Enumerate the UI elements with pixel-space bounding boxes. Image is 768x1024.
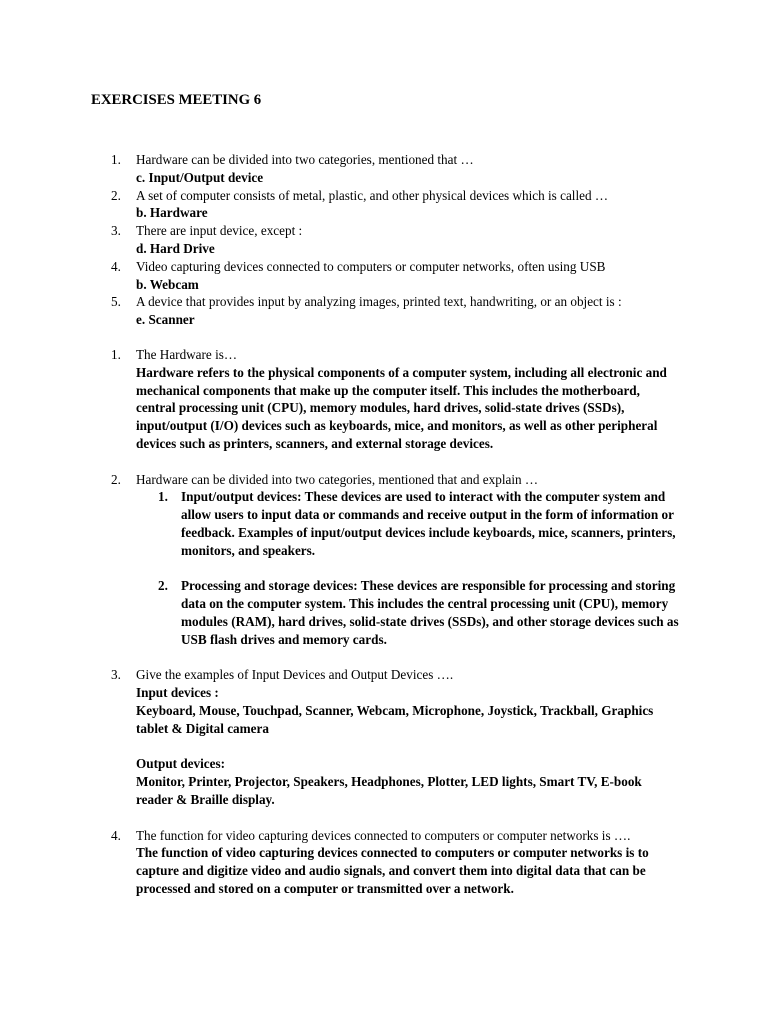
mc-item-1 [0, 151, 676, 187]
input-devices-list: Keyboard, Mouse, Touchpad, Scanner, Webcam, Microphone, Joystick, Trackball, Graphics tablet & Digital camera [136, 702, 654, 736]
answer-text: b. Webcam [136, 276, 199, 292]
answer-text: c. Input/Output device [136, 169, 264, 185]
question-text: A device that provides input by analyzing images, printed text, handwriting, or an object is : [136, 294, 622, 310]
answer-text: e. Scanner [136, 312, 195, 328]
item-number: 2. [111, 187, 121, 203]
sub-item-number: 1. [158, 489, 168, 505]
essay-list [0, 346, 768, 898]
essay-item-1 [0, 346, 676, 453]
page-title: EXERCISES MEETING 6 [91, 92, 262, 108]
category-text: Processing and storage devices: These devices are responsible for processing and storing data on the computer system. This includes the central processing unit (CPU), memory modules (RAM), hard drives, solid-state drives (SSDs), and other storage devices such as USB flash drives and memory cards. [181, 578, 679, 647]
question-text: Give the examples of Input Devices and Output Devices …. [136, 667, 454, 683]
multiple-choice-list [0, 151, 768, 329]
category-text: Input/output devices: These devices are used to interact with the computer system and allow users to input data or commands and receive output in the form of information or feedback. Examples of input/output devices include keyboards, mice, scanners, printers, monitors, and speakers. [181, 489, 676, 558]
item-number: 5. [111, 294, 121, 310]
item-number: 3. [111, 223, 121, 239]
answer-text: d. Hard Drive [136, 240, 215, 256]
category-item-1 [136, 488, 679, 559]
mc-item-2 [0, 187, 676, 223]
output-devices-list: Monitor, Printer, Projector, Speakers, Headphones, Plotter, LED lights, Smart TV, E-book reader & Braille display. [136, 774, 642, 807]
answer-text: b. Hardware [136, 205, 208, 221]
question-text: The Hardware is… [136, 347, 238, 362]
category-sublist [136, 488, 679, 648]
question-text: There are input device, except : [136, 223, 303, 239]
mc-item-4 [0, 258, 676, 294]
item-number: 4. [111, 827, 121, 843]
question-text: A set of computer consists of metal, plastic, and other physical devices which is called … [136, 187, 609, 203]
item-number: 4. [111, 258, 121, 274]
category-item-2 [136, 577, 679, 648]
item-number: 3. [111, 667, 121, 683]
question-text: Hardware can be divided into two categories, mentioned that and explain … [136, 471, 539, 487]
question-text: Video capturing devices connected to computers or computer networks, often using USB [136, 258, 606, 274]
item-number: 1. [111, 152, 121, 167]
question-text: The function for video capturing devices connected to computers or computer networks is …. [136, 827, 631, 843]
essay-item-3 [0, 666, 676, 808]
mc-item-3 [0, 222, 676, 258]
essay-item-2 [0, 471, 679, 649]
essay-item-4 [0, 827, 676, 898]
answer-text: Hardware refers to the physical components of a computer system, including all electronic and mechanical components that make up the computer itself. This includes the motherboard, central processing unit (CPU), memory modules, hard drives, solid-state drives (SSDs), input/output (I/O) devices such as keyboards, mice, and monitors, as well as other peripheral devices such as printers, scanners, and external storage devices. [136, 364, 667, 451]
sub-item-number: 2. [158, 578, 168, 594]
mc-item-5 [0, 293, 676, 329]
input-devices-label: Input devices : [136, 685, 219, 701]
output-devices-label: Output devices: [136, 756, 226, 772]
item-number: 2. [111, 471, 121, 487]
item-number: 1. [111, 347, 121, 362]
answer-text: The function of video capturing devices connected to computers or computer networks is to capture and digitize video and audio signals, and convert them into digital data that can be processed and stored on a computer or transmitted over a network. [136, 845, 649, 896]
question-text: Hardware can be divided into two categories, mentioned that … [136, 152, 474, 167]
